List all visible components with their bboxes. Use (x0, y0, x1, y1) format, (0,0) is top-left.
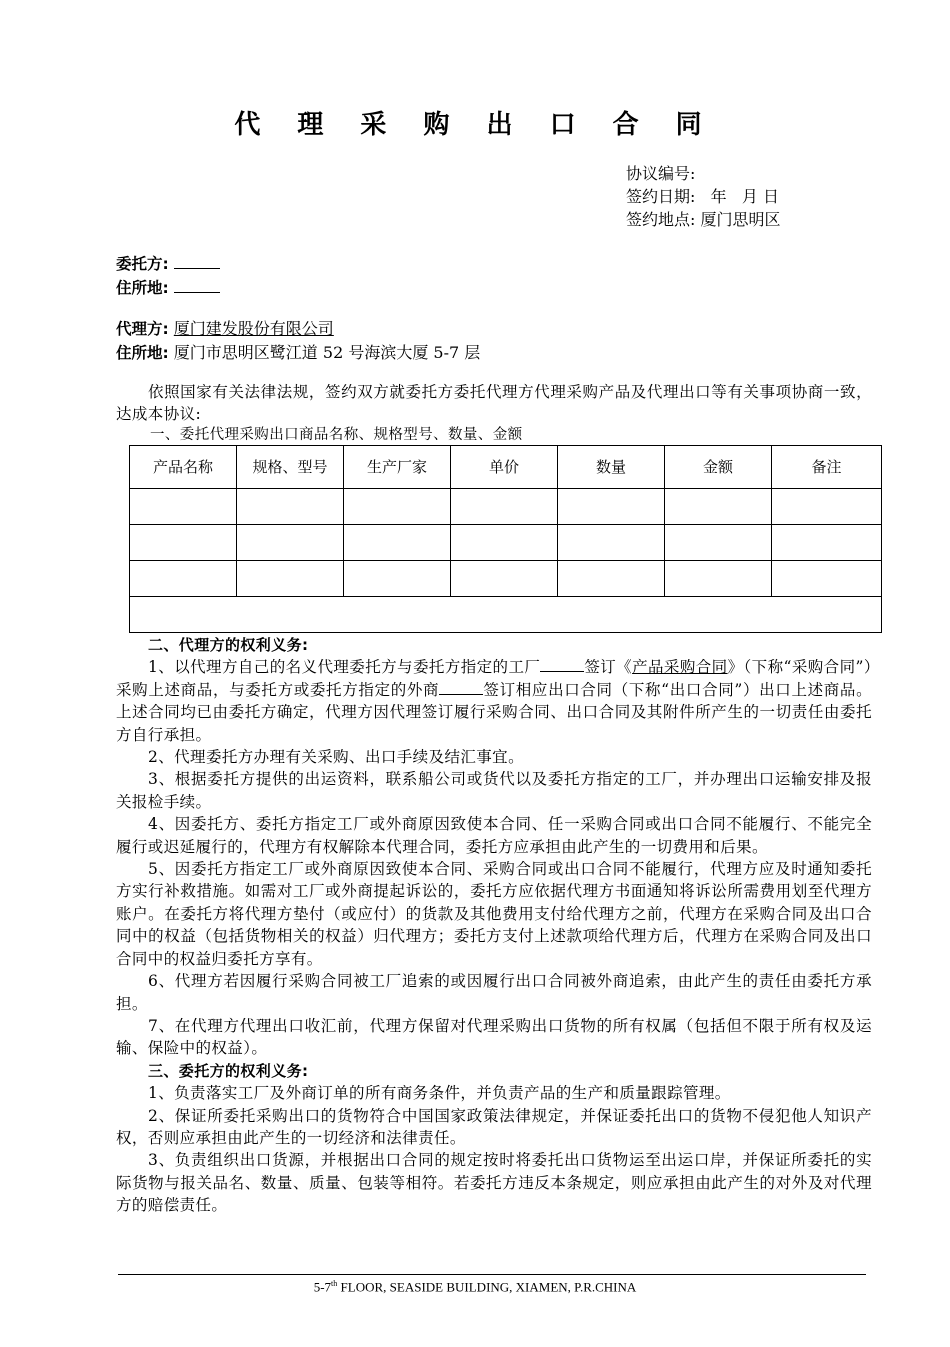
section3-title: 三、委托方的权利义务: (148, 1061, 309, 1080)
footer-address: 5-7th FLOOR, SEASIDE BUILDING, XIAMEN, P.R.CHINA (313, 1279, 637, 1295)
table-header-row (130, 446, 882, 489)
section2-item2: 2、代理委托方办理有关采购、出口手续及结汇事宜。 (148, 748, 524, 767)
agent-address-label: 住所地: (116, 344, 169, 362)
agreement-number: 协议编号: (626, 164, 696, 183)
principal-block (116, 252, 220, 300)
product-table (129, 445, 882, 633)
section3-item3: 3、负责组织出口货源，并根据出口合同的规定按时将委托出口货物运至出运口岸，并保证所委托的实际货物与报关品名、数量、质量、包装等相符。若委托方违反本条规定，则应承担由此产生的对外及对代理方的赔偿责任。 (116, 1151, 872, 1215)
principal-address-blank (174, 278, 220, 293)
header-unit-price: 单价 (451, 446, 558, 489)
intro-paragraph: 依照国家有关法律法规，签约双方就委托方委托代理方代理采购产品及代理出口等有关事项协商一致，达成本协议: (116, 383, 872, 424)
section2-item7: 7、在代理方代理出口收汇前，代理方保留对代理采购出口货物的所有权属（包括但不限于所有权及运输、保险中的权益）。 (116, 1016, 872, 1058)
agent-block (116, 317, 480, 365)
header-spec-model: 规格、型号 (237, 446, 344, 489)
sign-date: 签约日期: 年 月 日 (626, 187, 779, 206)
table-row-total (130, 597, 882, 633)
principal-blank (174, 254, 220, 269)
section2-item4: 4、因委托方、委托方指定工厂或外商原因致使本合同、任一采购合同或出口合同不能履行、不能完全履行或迟延履行的，代理方有权解除本代理合同，委托方应承担由此产生的一切费用和后果。 (116, 815, 872, 856)
agent-address: 厦门市思明区鹭江道 52 号海滨大厦 5-7 层 (173, 343, 481, 362)
header-remarks: 备注 (772, 446, 882, 489)
section2-item6: 6、代理方若因履行采购合同被工厂追索的或因履行出口合同被外商追索，由此产生的责任由委托方承担。 (116, 972, 872, 1013)
table-row (130, 489, 882, 525)
agent-label: 代理方: (116, 320, 169, 338)
body-text (116, 634, 872, 1217)
section2-item1: 1、以代理方自己的名义代理委托方与委托方指定的工厂 签订《产品采购合同》（下称“采购合同”）采购上述商品，与委托方或委托方指定的外商 签订相应出口合同（下称“出口合同”）出口上述商品。上述合同均已由委托方确定，代理方因代理签订履行采购合同、出口合同及其附件所产生的一切责任由委托方自行承担。 (116, 658, 873, 744)
contract-meta (626, 162, 780, 231)
table-row (130, 561, 882, 597)
header-quantity: 数量 (558, 446, 665, 489)
principal-address-label: 住所地: (116, 279, 169, 297)
section3-item1: 1、负责落实工厂及外商订单的所有商务条件，并负责产品的生产和质量跟踪管理。 (148, 1084, 731, 1103)
section2-title: 二、代理方的权利义务: (148, 636, 309, 654)
contract-title: 代 理 采 购 出 口 合 同 (234, 110, 716, 140)
footer-divider (118, 1274, 866, 1275)
sign-place: 签约地点: 厦门思明区 (626, 210, 781, 229)
intro-block (116, 381, 872, 444)
section3-item2: 2、保证所委托采购出口的货物符合中国国家政策法律规定，并保证委托出口的货物不侵犯他人知识产权，否则应承担由此产生的一切经济和法律责任。 (116, 1106, 872, 1147)
section2-item5: 5、因委托方指定工厂或外商原因致使本合同、采购合同或出口合同不能履行，代理方应及时通知委托方实行补救措施。如需对工厂或外商提起诉讼的，委托方应依据代理方书面通知将诉讼所需费用划至代理方账户。在委托方将代理方垫付（或应付）的货款及其他费用支付给代理方之前，代理方在采购合同及出口合同中的权益（包括货物相关的权益）归代理方；委托方支付上述款项给代理方后，代理方在采购合同及出口合同中的权益归委托方享有。 (116, 860, 872, 968)
section1-title: 一、委托代理采购出口商品名称、规格型号、数量、金额 (150, 426, 523, 443)
principal-label: 委托方: (116, 255, 169, 273)
header-manufacturer: 生产厂家 (344, 446, 451, 489)
header-amount: 金额 (665, 446, 772, 489)
section2-item3: 3、根据委托方提供的出运资料，联系船公司或货代以及委托方指定的工厂，并办理出口运输安排及报关报检手续。 (116, 770, 872, 811)
agent-name: 厦门建发股份有限公司 (173, 319, 334, 338)
table-row (130, 525, 882, 561)
header-product-name: 产品名称 (130, 446, 237, 489)
